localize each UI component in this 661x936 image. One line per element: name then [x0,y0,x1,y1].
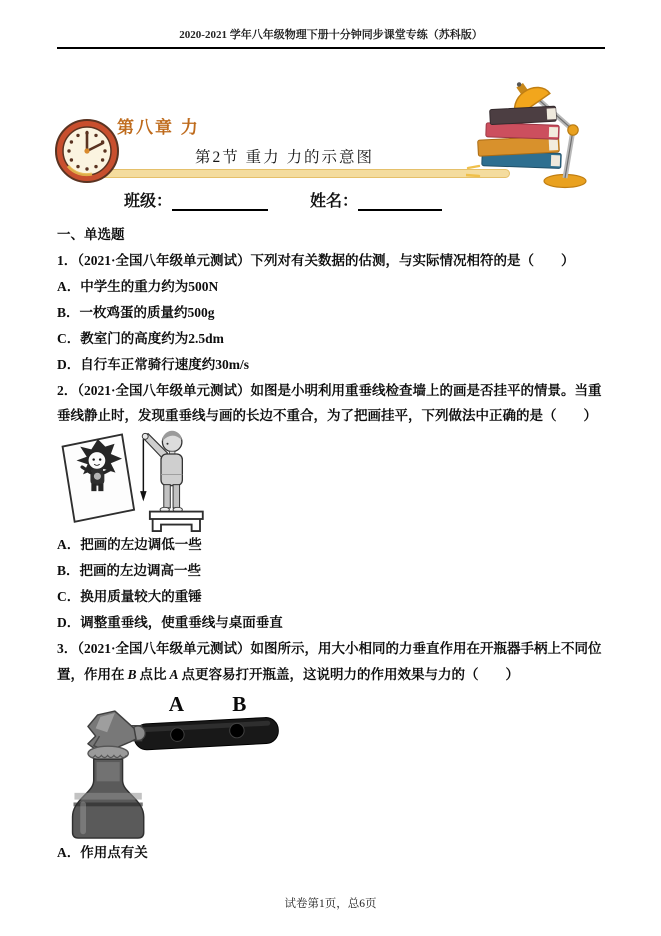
question-2-figure [57,428,223,532]
question-2-option-a: A．把画的左边调低一些 [57,537,202,552]
question-3-figure [61,688,296,840]
question-3-option-a: A．作用点有关 [57,845,148,860]
section-heading: 一、单选题 [57,227,125,242]
question-1-option-c: C．教室门的高度约为2.5dm [57,331,224,346]
opener-handle [134,717,279,750]
boy-figure [142,431,182,512]
stool [150,512,203,532]
bottle [73,759,144,838]
books-and-lamp-illustration [466,72,614,192]
question-1-option-d: D．自行车正常骑行速度约30m/s [57,357,249,372]
clock-icon [52,116,122,186]
point-b-ref: B [127,667,137,682]
section-title: 第2节 重力 力的示意图 [195,149,375,166]
name-blank [358,195,442,211]
question-1-stem: 1．（2021·全国八年级单元测试）下列对有关数据的估测，与实际情况相符的是（ ） [57,253,575,268]
name-label: 姓名： [310,193,359,210]
question-1-option-b: B．一枚鸡蛋的质量约500g [57,305,215,320]
question-3-stem: 3．（2021·全国八年级单元测试）如图所示，用大小相同的力垂直作用在开瓶器手柄上不同位置，作用在 B 点比 A 点更容易打开瓶盖，这说明力的作用效果与力的（ ） [57,641,602,682]
book-stack-icon [478,106,562,168]
exam-content [57,222,608,866]
document-header: 2020-2021 学年八年级物理下册十分钟同步课堂专练（苏科版） [57,26,605,49]
chapter-title: 第八章 力 [117,118,200,137]
class-label: 班级： [124,193,173,210]
class-blank [172,195,268,211]
question-2-option-c: C．换用质量较大的重锤 [57,589,202,604]
question-2-option-d: D．调整重垂线，使重垂线与桌面垂直 [57,615,283,630]
label-point-b: B [232,692,247,717]
label-point-a: A [168,692,185,717]
question-2-option-b: B．把画的左边调高一些 [57,563,202,578]
point-a-ref: A [169,667,179,682]
title-banner-bar [82,169,510,178]
question-2-stem: 2．（2021·全国八年级单元测试）如图是小明利用重垂线检查墙上的画是否挂平的情景。当重垂线静止时，发现重垂线与画的长边不重合，为了把画挂平，下列做法中正确的是（ ） [57,383,602,423]
roster-line [124,188,442,211]
page-footer: 试卷第1页，总6页 [284,898,377,910]
question-1-option-a: A．中学生的重力约为500N [57,279,219,294]
plumb-line [140,439,147,501]
